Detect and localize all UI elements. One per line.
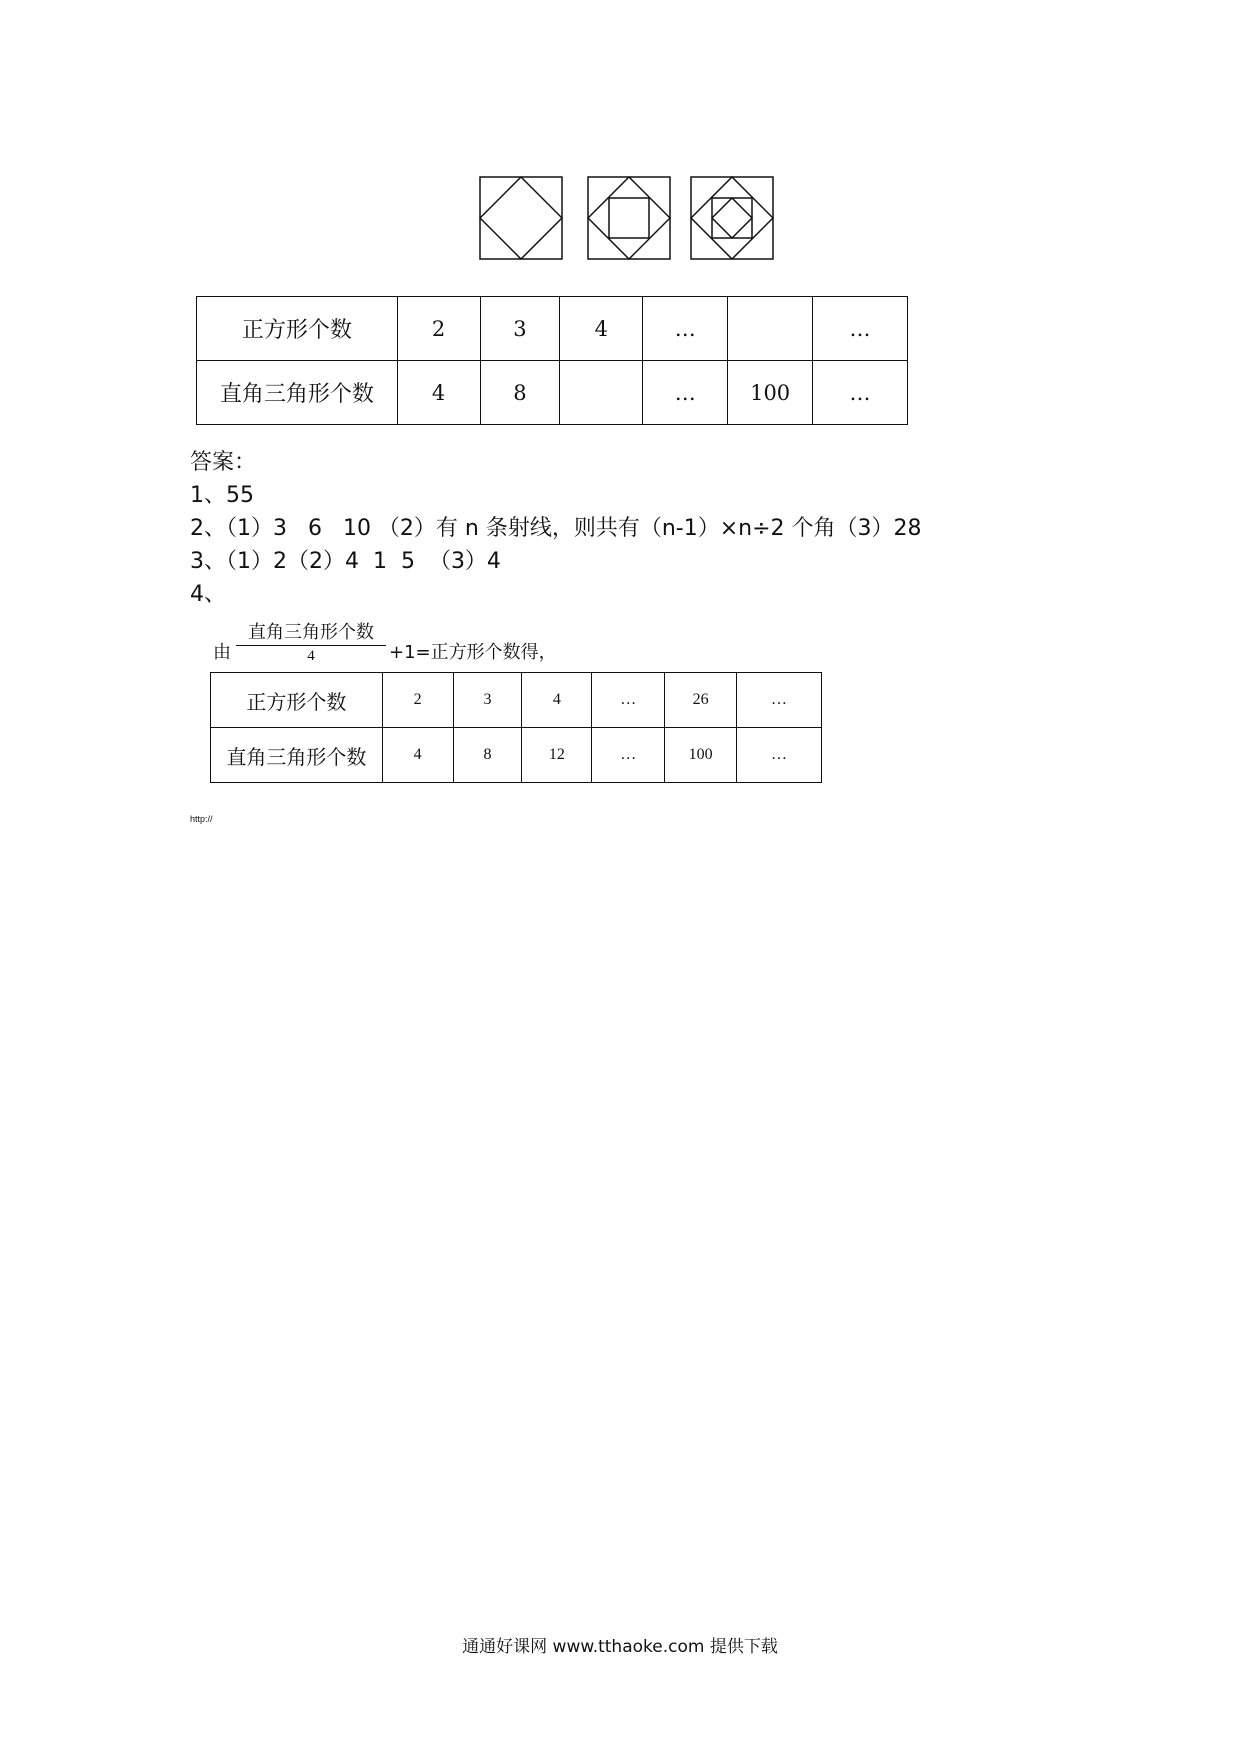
fraction-numerator: 直角三角形个数 [236, 622, 386, 646]
footer-text: 通通好课网 www.tthaoke.com 提供下载 [462, 1637, 778, 1657]
square-figure-1 [479, 176, 563, 260]
answers-section [190, 446, 922, 611]
table-cell: … [813, 361, 908, 425]
table-cell: 4 [560, 297, 643, 361]
row-header-triangles: 直角三角形个数 [211, 728, 383, 783]
table-cell: 2 [397, 297, 480, 361]
formula-prefix: 由 [213, 642, 231, 663]
row-header-squares: 正方形个数 [197, 297, 398, 361]
answer-table [210, 672, 822, 783]
row-header-squares: 正方形个数 [211, 673, 383, 728]
table-cell: 3 [453, 673, 522, 728]
table-cell: 4 [397, 361, 480, 425]
table-cell [560, 361, 643, 425]
table-cell: 2 [382, 673, 453, 728]
table-cell: 4 [522, 673, 592, 728]
answer-line-2: 2、（1）3 6 10 （2）有 n 条射线，则共有（n-1）×n÷2 个角（3）28 [190, 516, 922, 541]
table-cell: 100 [665, 728, 737, 783]
table-row [197, 297, 908, 361]
square-figure-2 [587, 176, 671, 260]
table-cell: … [643, 297, 728, 361]
table-cell: 8 [480, 361, 560, 425]
table-row [211, 673, 822, 728]
row-header-triangles: 直角三角形个数 [197, 361, 398, 425]
table-cell: … [737, 673, 822, 728]
table-cell: … [737, 728, 822, 783]
answer-line-4: 4、 [190, 582, 226, 607]
table-cell: … [643, 361, 728, 425]
square-figure-3 [690, 176, 774, 260]
square-figures [479, 176, 779, 260]
table-row [197, 361, 908, 425]
table-cell: 4 [382, 728, 453, 783]
formula [213, 622, 613, 670]
fraction [236, 622, 386, 666]
answers-title: 答案： [190, 450, 257, 475]
table-cell: 3 [480, 297, 560, 361]
formula-suffix: +1=正方形个数得， [389, 642, 557, 663]
question-table [196, 296, 908, 425]
table-cell: 100 [728, 361, 813, 425]
fraction-denominator: 4 [307, 648, 315, 664]
table-cell: 26 [665, 673, 737, 728]
table-cell: … [592, 728, 665, 783]
table-cell [728, 297, 813, 361]
table-cell: … [592, 673, 665, 728]
answer-line-1: 1、55 [190, 483, 254, 508]
table-row [211, 728, 822, 783]
small-url-text: http:// [190, 814, 213, 824]
table-cell: … [813, 297, 908, 361]
table-cell: 8 [453, 728, 522, 783]
table-cell: 12 [522, 728, 592, 783]
answer-line-3: 3、（1）2（2）4 1 5 （3）4 [190, 549, 501, 574]
